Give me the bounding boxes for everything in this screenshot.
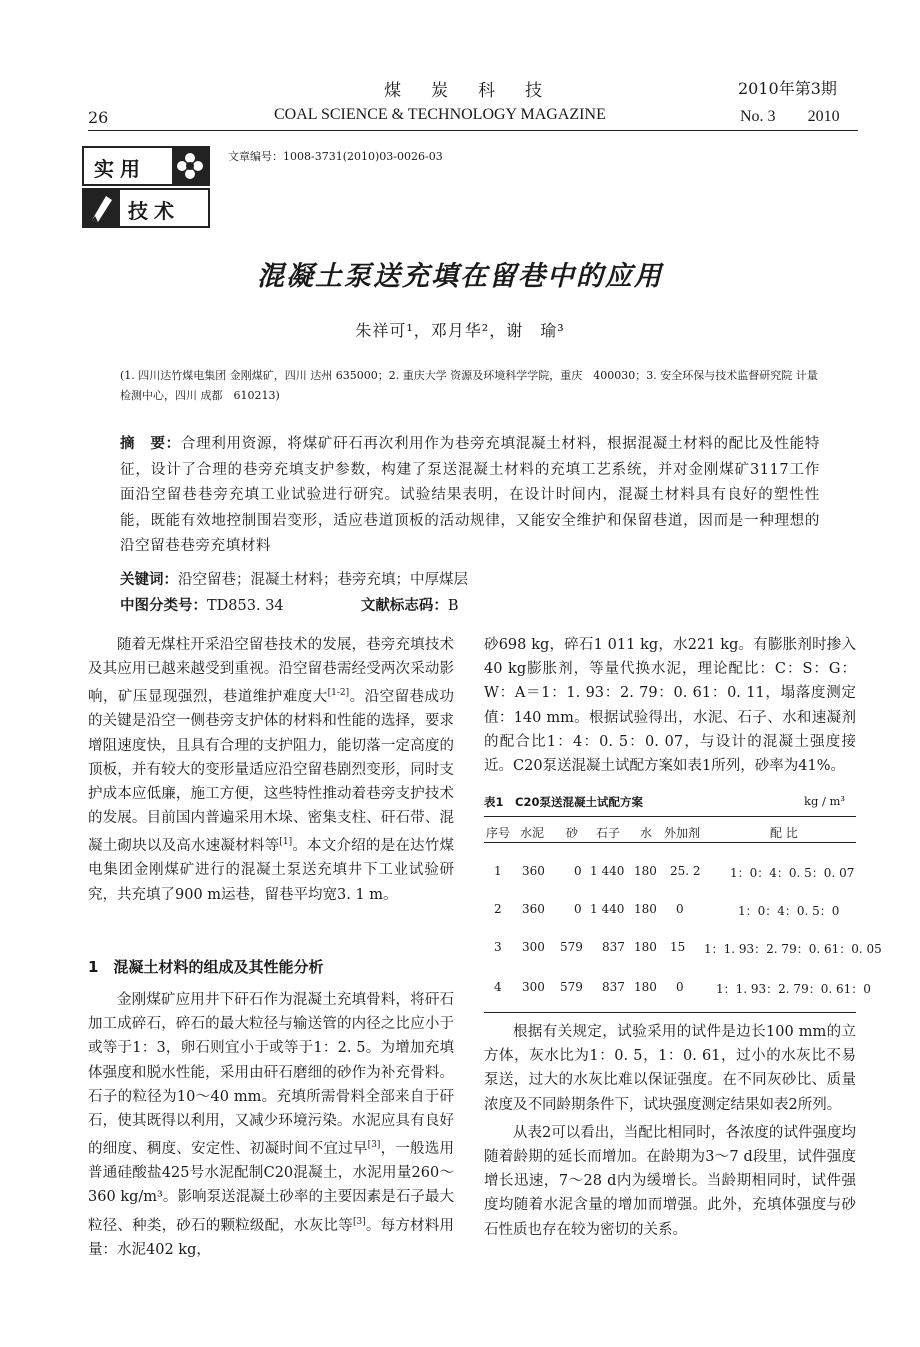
clc-label: 中图分类号：: [120, 598, 207, 614]
table1-cell: 0: [574, 902, 582, 916]
table1-cell: 1 440: [590, 864, 625, 878]
table1-header: 序号: [486, 826, 511, 840]
intro-paragraph: [88, 633, 454, 907]
section1-paragraph: [88, 988, 454, 1262]
table1-cell: 0: [676, 980, 684, 994]
page-number: 26: [88, 108, 109, 127]
article-number: 文章编号：1008-3731(2010)03-0026-03: [228, 150, 443, 163]
table1-caption: [484, 794, 856, 810]
table1-cell: 0: [676, 902, 684, 916]
citation-1: [1]: [279, 837, 293, 848]
citation-3a: [3]: [367, 1140, 381, 1151]
table1-cell: 0: [574, 864, 582, 878]
results-text-2: 从表2可以看出，当配比相同时，各浓度的试件强度均随着龄期的延长而增加。在龄期为3～7 d段里，试件强度增长迅速，7～28 d内为缓增长。当龄期相同时，试件强度均随着水泥含量的增加而增强。此外，充填体强度与砂石性质也存在较为密切的关系。: [484, 1124, 856, 1238]
keywords-text: 沿空留巷；混凝土材料；巷旁充填；中厚煤层: [178, 572, 468, 588]
issue-year: 2010: [807, 108, 840, 125]
table1-cell: 300: [522, 980, 545, 994]
table1-cell: 1：0：4：0. 5：0. 07: [730, 866, 855, 880]
keywords: [120, 568, 820, 589]
issue-no-label: No. 3: [740, 108, 776, 125]
column-logo: [82, 146, 210, 228]
table1-bottom-rule: [484, 1012, 856, 1013]
table1-cell: 360: [522, 864, 545, 878]
header-rule: [88, 130, 858, 131]
table1-header: 水: [640, 826, 653, 840]
table1-cell: 15: [670, 940, 686, 954]
pen-icon: [84, 190, 120, 226]
classification: [120, 594, 820, 615]
table1-cell: 1 440: [590, 902, 625, 916]
logo-word-practical: 实用: [94, 157, 146, 181]
table1-header: 配 比: [770, 826, 798, 840]
table1-cell: 180: [634, 902, 657, 916]
mix-paragraph: [484, 633, 856, 778]
journal-title-cn: 煤炭科技: [384, 81, 572, 101]
sec1-text-a: 金刚煤矿应用井下矸石作为混凝土充填骨料，将矸石加工成碎石，碎石的最大粒径与输送管的内径之比应小于或等于1：3，卵石则宜小于或等于1：2. 5。为增加充填体强度和脱水性能，采用由矸石磨细的砂作为补充骨料。石子的粒径为10～40 mm。充填所需骨料全部来自于矸石，使其既得以利用，又减少环境污染。水泥应具有良好的细度、稠度、安定性、初凝时间不宜过早: [88, 992, 454, 1158]
authors: 朱祥可¹，邓月华²，谢 瑜³: [355, 321, 565, 340]
table1-cell: 180: [634, 940, 657, 954]
abstract: [120, 432, 820, 560]
section-heading-1: 1 混凝土材料的组成及其性能分析: [88, 958, 324, 976]
logo-top-box: [82, 146, 210, 186]
table1-cell: 837: [602, 980, 625, 994]
abstract-label: 摘 要：: [120, 436, 181, 452]
intro-text-b: 。沿空留巷成功的关键是沿空一侧巷旁支护体的材料和性能的选择，要求增阻速度快，且具有合理的支护阻力，能切落一定高度的顶板，并有较大的变形量适应沿空留巷剧烈变形，同时支护成本应低廉，施工方便，这些特性推动着巷旁支护技术的发展。目前国内普遍采用木垛、密集支柱、矸石带、混凝土砌块以及高水速凝材料等: [88, 689, 454, 855]
table1-unit: kg / m³: [804, 794, 846, 808]
table1-cell: 1：0：4：0. 5：0: [738, 904, 840, 918]
intro-text-a: 随着无煤柱开采沿空留巷技术的发展，巷旁充填技术及其应用已越来越受到重视。沿空留巷需经受两次采动影响，矿压显现强烈，巷道维护难度大: [88, 637, 454, 706]
table1-cell: 180: [634, 864, 657, 878]
table1-top-rule: [484, 816, 856, 817]
citation-3b: [3]: [352, 1216, 366, 1227]
table1-cell: 579: [560, 980, 583, 994]
clc-value: TD853. 34: [207, 598, 284, 614]
affiliations: (1. 四川达竹煤电集团 金刚煤矿，四川 达州 635000；2. 重庆大学 资源及环境科学学院，重庆 400030；3. 安全环保与技术监督研究院 计量检测中心，四川 成都 610213): [120, 369, 818, 402]
flower-icon: [172, 148, 208, 184]
table1-header: 砂: [566, 826, 579, 840]
table1-header: 水泥: [520, 826, 545, 840]
year-issue: 2010年第3期: [738, 79, 837, 98]
table1-cell: 25. 2: [670, 864, 701, 878]
results-paragraphs: [484, 1020, 856, 1242]
mix-text: 砂698 kg，碎石1 011 kg，水221 kg。有膨胀剂时掺入40 kg膨胀剂，等量代换水泥，理论配比：C：S：G：W：A＝1：1. 93：2. 79：0. 61：0. 11，塌落度测定值：140 mm。根据试验得出，水泥、石子、水和速凝剂的配合比1：4：0. 5：0. 07，与设计的混凝土强度接近。C20泵送混凝土试配方案如表1所列，砂率为41%。: [484, 637, 856, 775]
citation-1-2: [1-2]: [327, 688, 350, 699]
table1-cell: 4: [494, 980, 502, 994]
table1-cell: 1：1. 93：2. 79：0. 61：0. 05: [704, 942, 882, 956]
intro-text-c: 。本文介绍的是在达竹煤电集团金刚煤矿进行的混凝土泵送充填井下工业试验研究，共充填了900 m运巷，留巷平均宽3. 1 m。: [88, 838, 454, 903]
journal-title-en: COAL SCIENCE & TECHNOLOGY MAGAZINE: [274, 106, 606, 123]
table1-cell: 1: [494, 864, 502, 878]
paper-title: 混凝土泵送充填在留巷中的应用: [257, 261, 663, 292]
keywords-label: 关键词：: [120, 572, 178, 588]
table1-cell: 300: [522, 940, 545, 954]
results-text-1: 根据有关规定，试验采用的试件是边长100 mm的立方体，灰水比为1：0. 5，1：0. 61，过小的水灰比不易泵送，过大的水灰比难以保证强度。在不同灰砂比、质量浓度及不同龄期条件下，试块强度测定结果如表2所列。: [484, 1024, 856, 1113]
table1-cell: 2: [494, 902, 502, 916]
sec1-text-c: 。每方材料用量：水泥402 kg，: [88, 1217, 454, 1258]
table1-cell: 1：1. 93：2. 79：0. 61：0: [716, 982, 871, 996]
logo-bottom-box: [82, 188, 210, 228]
table1-header: 外加剂: [664, 826, 701, 840]
table1-cell: 360: [522, 902, 545, 916]
table1-cell: 3: [494, 940, 502, 954]
table1-header: 石子: [596, 826, 621, 840]
doc-code-value: B: [447, 598, 459, 614]
logo-word-technology: 技术: [128, 199, 180, 223]
abstract-text: 合理利用资源，将煤矿矸石再次利用作为巷旁充填混凝土材料，根据混凝土材料的配比及性能特征，设计了合理的巷旁充填支护参数，构建了泵送混凝土材料的充填工艺系统，并对金刚煤矿3117工作面沿空留巷巷旁充填工业试验进行研究。试验结果表明，在设计时间内，混凝土材料具有良好的塑性性能，既能有效地控制围岩变形，适应巷道顶板的活动规律，又能安全维护和保留巷道，因而是一种理想的沿空留巷巷旁充填材料: [120, 436, 820, 554]
table1-cell: 579: [560, 940, 583, 954]
table1-cell: 180: [634, 980, 657, 994]
sec1-text-b: ，一般选用普通硅酸盐425号水泥配制C20混凝土，水泥用量260～360 kg/m³。影响泵送混凝土砂率的主要因素是石子最大粒径、种类，砂石的颗粒级配，水灰比等: [88, 1141, 454, 1234]
table1-header-rule: [484, 842, 856, 843]
issue-number: [740, 108, 840, 126]
table1-cell: 837: [602, 940, 625, 954]
doc-code-label: 文献标志码：: [360, 598, 448, 614]
table1-title: 表1 C20泵送混凝土试配方案: [484, 795, 643, 809]
